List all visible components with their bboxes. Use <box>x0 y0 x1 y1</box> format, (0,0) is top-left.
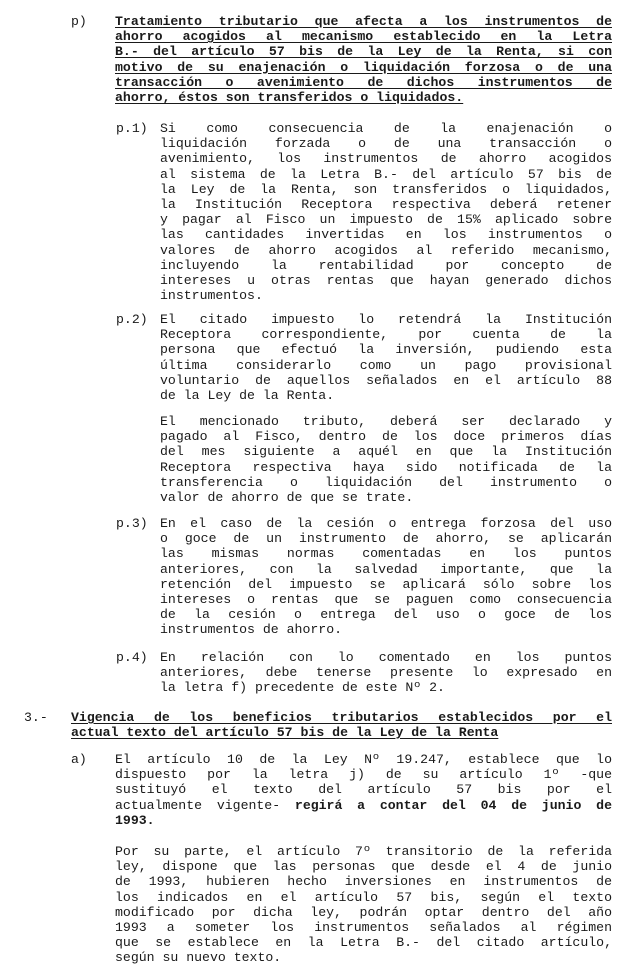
text-bold-effective-date: regirá a contar del 04 de junio de <box>294 797 612 813</box>
paragraph-line: El artículo 10 de la Ley Nº 19.247, establece que lo <box>115 752 612 767</box>
section-number-3: 3.- <box>24 710 48 725</box>
paragraph-line-bold: 1993. <box>115 812 155 828</box>
paragraph-line: la Institución Receptora respectiva deberá retener <box>160 197 612 213</box>
item-marker-p2: p.2) <box>116 312 148 327</box>
paragraph-line: instrumentos de ahorro. <box>160 622 343 638</box>
item-marker-a: a) <box>71 752 87 767</box>
heading-p-line: transacción o avenimiento de dichos instrumentos de <box>115 74 612 90</box>
paragraph-line: Por su parte, el artículo 7º transitorio de la referida <box>115 844 612 859</box>
paragraph-line: ley, dispone que las personas que desde el 4 de junio <box>115 859 612 875</box>
paragraph-line: valores de ahorro acogidos al referido mecanismo, <box>160 242 612 258</box>
paragraph-line: 1993 a someter los instrumentos señalados al régimen <box>115 920 612 936</box>
paragraph-p2 <box>160 312 612 403</box>
heading-3-line: Vigencia de los beneficios tributarios establecidos por el <box>71 710 612 725</box>
paragraph-line: retención del impuesto se aplicará sólo sobre los <box>160 576 612 592</box>
heading-p-line: ahorro acogidos al mecanismo establecido en la Letra <box>115 29 612 45</box>
heading-3-line: actual texto del artículo 57 bis de la Ley de la Renta <box>71 725 499 741</box>
paragraph-line: avenimiento, los instrumentos de ahorro acogidos <box>160 151 612 167</box>
paragraph-line: En relación con lo comentado en los puntos <box>160 650 612 665</box>
paragraph-line: transferencia o liquidación del instrumento o <box>160 474 612 490</box>
heading-p-line: B.- del artículo 57 bis de la Ley de la Renta, si con <box>115 44 612 60</box>
paragraph-a <box>115 752 612 828</box>
paragraph-line: dispuesto por la letra j) de su artículo 1º -que <box>115 767 612 783</box>
heading-p-tratamiento-tributario <box>115 14 612 105</box>
paragraph-line: anteriores, con la salvedad importante, que la <box>160 561 612 577</box>
paragraph-line-mixed <box>115 798 612 813</box>
paragraph-line: persona que efectuó la inversión, pudiendo esta <box>160 342 612 358</box>
paragraph-line: de la cesión o entrega del uso o goce de los <box>160 607 612 623</box>
paragraph-line: instrumentos. <box>160 288 263 304</box>
text-normal: actualmente vigente- <box>115 797 295 813</box>
paragraph-line: intereses o rentas que se paguen como consecuencia <box>160 592 612 608</box>
paragraph-line: El mencionado tributo, deberá ser declarado y <box>160 414 612 429</box>
paragraph-p4 <box>160 650 612 696</box>
paragraph-p1 <box>160 121 612 303</box>
paragraph-line: Si como consecuencia de la enajenación o <box>160 121 612 136</box>
paragraph-line: Receptora respectiva haya sido notificada de la <box>160 459 612 475</box>
heading-p-line: Tratamiento tributario que afecta a los instrumentos de <box>115 14 612 29</box>
paragraph-line: de la Ley de la Renta. <box>160 388 335 404</box>
item-marker-p3: p.3) <box>116 516 148 531</box>
paragraph-line: la Ley de la Renta, son transferidos o liquidados, <box>160 181 612 197</box>
heading-p-line: motivo de su enajenación o liquidación forzosa o de una <box>115 59 612 75</box>
paragraph-line: que se establece en la Letra B.- del citado artículo, <box>115 935 612 951</box>
paragraph-line: El citado impuesto lo retendrá la Institución <box>160 312 612 327</box>
paragraph-line: los indicados en el artículo 57 bis, según el texto <box>115 889 612 905</box>
paragraph-line: En el caso de la cesión o entrega forzosa del uso <box>160 516 612 531</box>
paragraph-line: pagado al Fisco, dentro de los doce primeros días <box>160 429 612 445</box>
paragraph-line: y pagar al Fisco un impuesto de 15% aplicado sobre <box>160 212 612 228</box>
item-marker-p: p) <box>71 14 87 29</box>
paragraph-line: las cantidades invertidas en los instrumentos o <box>160 227 612 243</box>
paragraph-line: liquidación forzada o de una transacción o <box>160 136 612 152</box>
paragraph-line: valor de ahorro de que se trate. <box>160 490 414 506</box>
paragraph-line: o goce de un instrumento de ahorro, se aplicarán <box>160 531 612 547</box>
paragraph-line: incluyendo la rentabilidad por concepto de <box>160 257 612 273</box>
heading-section-3-vigencia <box>71 710 612 740</box>
heading-p-line: ahorro, éstos son transferidos o liquidados. <box>115 90 464 106</box>
paragraph-line: de 1993, hubieren hecho inversiones en instrumentos de <box>115 874 612 890</box>
paragraph-line: modificado por dicha ley, podrán optar dentro del año <box>115 904 612 920</box>
item-marker-p4: p.4) <box>116 650 148 665</box>
paragraph-line: la letra f) precedente de este Nº 2. <box>160 680 445 696</box>
paragraph-line: última considerarlo como un pago provisional <box>160 357 612 373</box>
paragraph-line: sustituyó el texto del artículo 57 bis por el <box>115 782 612 798</box>
item-marker-p1: p.1) <box>116 121 148 136</box>
paragraph-line: según su nuevo texto. <box>115 950 282 966</box>
paragraph-line: voluntario de aquellos señalados en el artículo 88 <box>160 372 612 388</box>
paragraph-a-second <box>115 844 612 966</box>
paragraph-p2-second <box>160 414 612 505</box>
paragraph-line: anteriores, debe tenerse presente lo expresado en <box>160 665 612 681</box>
paragraph-line: las mismas normas comentadas en los puntos <box>160 546 612 562</box>
paragraph-line: Receptora correspondiente, por cuenta de la <box>160 327 612 343</box>
paragraph-line: al sistema de la Letra B.- del artículo 57 bis de <box>160 166 612 182</box>
paragraph-p3 <box>160 516 612 638</box>
paragraph-line: del mes siguiente a aquél en que la Institución <box>160 444 612 460</box>
paragraph-line: intereses u otras rentas que hayan generado dichos <box>160 273 612 289</box>
